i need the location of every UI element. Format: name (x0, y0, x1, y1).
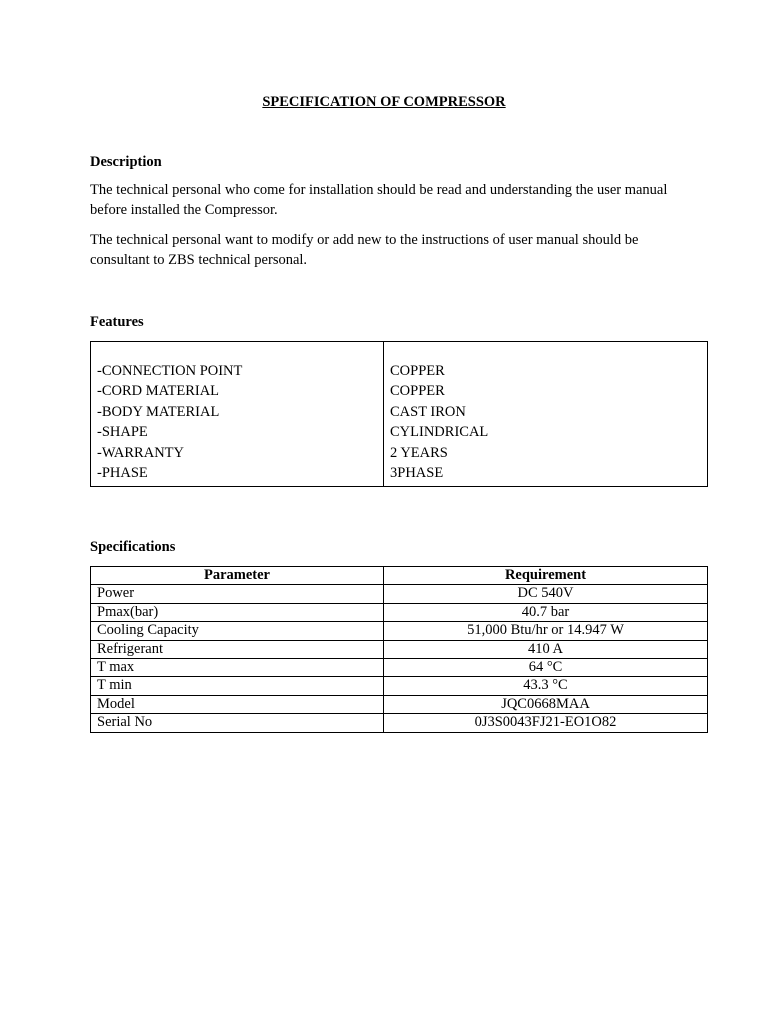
features-table (90, 341, 708, 487)
description-paragraph-2: The technical personal want to modify or add new to the instructions of user manual should be consultant to ZBS technical personal. (90, 232, 639, 268)
requirement-cell: 40.7 bar (384, 603, 708, 621)
features-values-cell (384, 342, 708, 487)
features-heading: Features (90, 314, 144, 330)
feature-label: -CONNECTION POINT (97, 363, 243, 379)
features-row (91, 342, 708, 487)
table-row (91, 714, 708, 732)
parameter-cell: Refrigerant (91, 640, 384, 658)
table-row (91, 677, 708, 695)
feature-value: 2 YEARS (390, 444, 448, 461)
requirement-cell: JQC0668MAA (384, 695, 708, 713)
description-paragraph-1: The technical personal who come for installation should be read and understanding the user manual before installed the Compressor. (90, 182, 668, 218)
requirement-cell: 410 A (384, 640, 708, 658)
requirement-cell: 43.3 °C (384, 677, 708, 695)
requirement-cell: 64 °C (384, 659, 708, 677)
requirement-cell: 51,000 Btu/hr or 14.947 W (384, 622, 708, 640)
feature-label: -WARRANTY (97, 444, 184, 461)
specifications-heading: Specifications (90, 539, 176, 555)
requirement-cell: DC 540V (384, 585, 708, 603)
column-header-parameter: Parameter (91, 567, 384, 585)
document-title (0, 93, 768, 111)
parameter-cell: Model (91, 695, 384, 713)
feature-label: -PHASE (97, 465, 148, 482)
feature-value: COPPER (390, 383, 445, 400)
feature-label: -BODY MATERIAL (97, 403, 220, 420)
parameter-cell: Pmax(bar) (91, 603, 384, 621)
parameter-cell: Cooling Capacity (91, 622, 384, 640)
document-title-text: SPECIFICATION OF COMPRESSOR (262, 94, 506, 110)
requirement-cell: 0J3S0043FJ21-EO1O82 (384, 714, 708, 732)
features-labels-cell (91, 342, 384, 487)
feature-label: -SHAPE (97, 424, 148, 441)
table-row (91, 622, 708, 640)
parameter-cell: Power (91, 585, 384, 603)
specifications-table (90, 566, 708, 733)
table-row (91, 603, 708, 621)
parameter-cell: T min (91, 677, 384, 695)
feature-value: CYLINDRICAL (390, 424, 489, 441)
feature-value: COPPER (390, 363, 445, 379)
specifications-header-row (91, 567, 708, 585)
table-row (91, 640, 708, 658)
parameter-cell: T max (91, 659, 384, 677)
parameter-cell: Serial No (91, 714, 384, 732)
feature-value: 3PHASE (390, 465, 444, 482)
table-row (91, 695, 708, 713)
column-header-requirement: Requirement (384, 567, 708, 585)
feature-value: CAST IRON (390, 403, 466, 420)
table-row (91, 659, 708, 677)
description-heading: Description (90, 154, 162, 170)
feature-label: -CORD MATERIAL (97, 383, 220, 400)
table-row (91, 585, 708, 603)
